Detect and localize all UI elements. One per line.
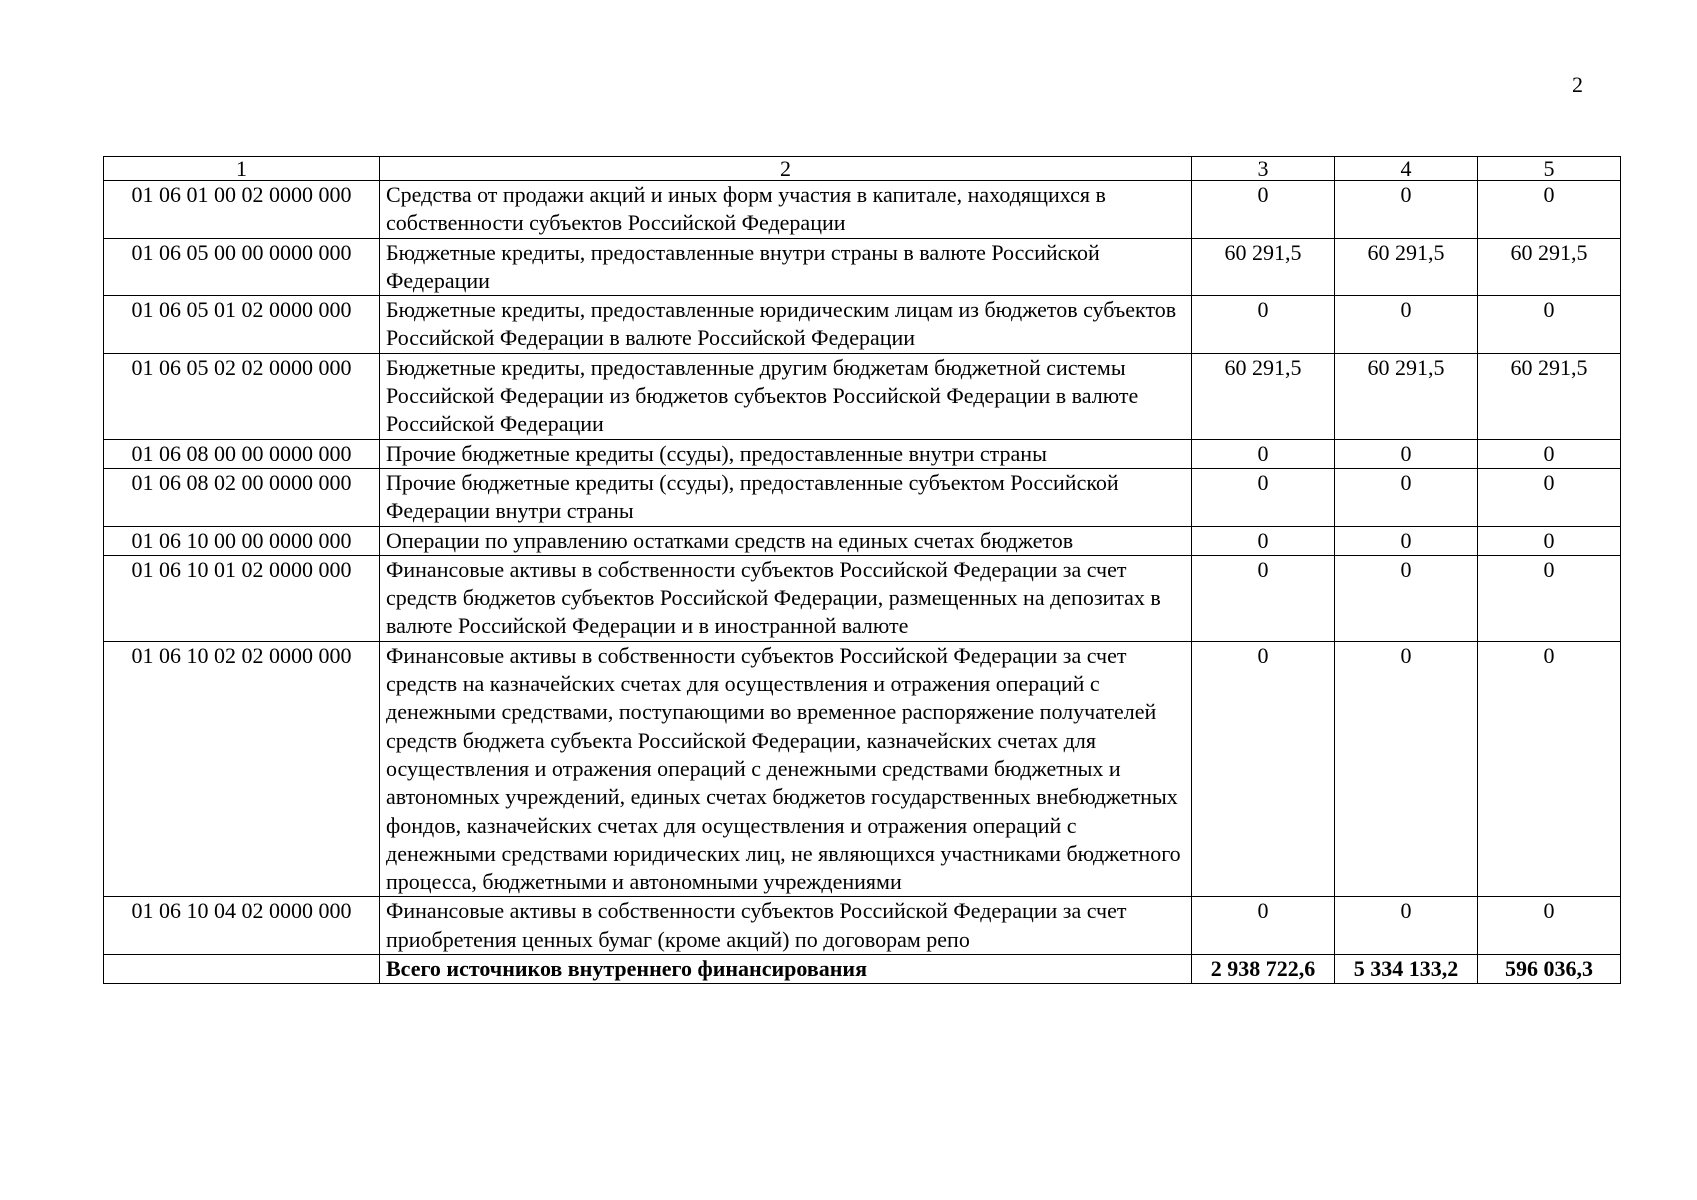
source-name: Бюджетные кредиты, предоставленные другим бюджетам бюджетной системы Российской Федерации из бюджетов субъектов Российской Федерации в валюте Российской Федерации: [380, 353, 1192, 439]
budget-code: 01 06 08 02 00 0000 000: [104, 468, 380, 526]
value-col-3: 0: [1192, 641, 1335, 897]
value-col-5: 0: [1478, 555, 1621, 641]
total-row: [104, 955, 1621, 984]
value-col-3: 0: [1192, 296, 1335, 354]
value-col-4: 0: [1335, 296, 1478, 354]
value-col-4: 0: [1335, 439, 1478, 468]
source-name: Прочие бюджетные кредиты (ссуды), предоставленные внутри страны: [380, 439, 1192, 468]
total-col-4: 5 334 133,2: [1335, 955, 1478, 984]
table-row: [104, 238, 1621, 296]
value-col-3: 0: [1192, 555, 1335, 641]
source-name: Финансовые активы в собственности субъектов Российской Федерации за счет приобретения ценных бумаг (кроме акций) по договорам репо: [380, 897, 1192, 955]
column-number-5: 5: [1478, 157, 1621, 181]
budget-code: 01 06 10 02 02 0000 000: [104, 641, 380, 897]
column-number-row: [104, 157, 1621, 181]
value-col-3: 60 291,5: [1192, 353, 1335, 439]
value-col-5: 0: [1478, 468, 1621, 526]
value-col-3: 0: [1192, 468, 1335, 526]
source-name: Финансовые активы в собственности субъектов Российской Федерации за счет средств на казначейских счетах для осуществления и отражения операций с денежными средствами, поступающими во временное распоряжение получателей средств бюджета субъекта Российской Федерации, казначейских счетах для осуществления и отражения операций с денежными средствами бюджетных и автономных учреждений, единых счетах бюджетов государственных внебюджетных фондов, казначейских счетах для осуществления и отражения операций с денежными средствами юридических лиц, не являющихся участниками бюджетного процесса, бюджетными и автономными учреждениями: [380, 641, 1192, 897]
value-col-3: 60 291,5: [1192, 238, 1335, 296]
source-name: Средства от продажи акций и иных форм участия в капитале, находящихся в собственности субъектов Российской Федерации: [380, 181, 1192, 239]
value-col-4: 0: [1335, 555, 1478, 641]
value-col-4: 60 291,5: [1335, 353, 1478, 439]
source-name: Бюджетные кредиты, предоставленные внутри страны в валюте Российской Федерации: [380, 238, 1192, 296]
value-col-5: 60 291,5: [1478, 353, 1621, 439]
budget-code: 01 06 01 00 02 0000 000: [104, 181, 380, 239]
table-row: [104, 353, 1621, 439]
table-row: [104, 897, 1621, 955]
source-name: Операции по управлению остатками средств на единых счетах бюджетов: [380, 526, 1192, 555]
total-code: [104, 955, 380, 984]
budget-code: 01 06 05 02 02 0000 000: [104, 353, 380, 439]
value-col-5: 0: [1478, 641, 1621, 897]
total-col-3: 2 938 722,6: [1192, 955, 1335, 984]
value-col-5: 0: [1478, 181, 1621, 239]
table-row: [104, 468, 1621, 526]
value-col-4: 0: [1335, 181, 1478, 239]
value-col-5: 0: [1478, 296, 1621, 354]
table-row: [104, 439, 1621, 468]
table-row: [104, 641, 1621, 897]
source-name: Прочие бюджетные кредиты (ссуды), предоставленные субъектом Российской Федерации внутри страны: [380, 468, 1192, 526]
budget-code: 01 06 10 00 00 0000 000: [104, 526, 380, 555]
value-col-4: 0: [1335, 468, 1478, 526]
table-row: [104, 526, 1621, 555]
value-col-4: 0: [1335, 526, 1478, 555]
budget-code: 01 06 10 04 02 0000 000: [104, 897, 380, 955]
value-col-5: 0: [1478, 897, 1621, 955]
budget-code: 01 06 10 01 02 0000 000: [104, 555, 380, 641]
budget-code: 01 06 08 00 00 0000 000: [104, 439, 380, 468]
value-col-3: 0: [1192, 439, 1335, 468]
table-row: [104, 296, 1621, 354]
value-col-3: 0: [1192, 526, 1335, 555]
table-row: [104, 181, 1621, 239]
value-col-5: 0: [1478, 439, 1621, 468]
value-col-5: 60 291,5: [1478, 238, 1621, 296]
table-row: [104, 555, 1621, 641]
value-col-4: 60 291,5: [1335, 238, 1478, 296]
source-name: Финансовые активы в собственности субъектов Российской Федерации за счет средств бюджетов субъектов Российской Федерации, размещенных на депозитах в валюте Российской Федерации и в иностранной валюте: [380, 555, 1192, 641]
total-label: Всего источников внутреннего финансирования: [380, 955, 1192, 984]
value-col-4: 0: [1335, 641, 1478, 897]
total-col-5: 596 036,3: [1478, 955, 1621, 984]
budget-code: 01 06 05 00 00 0000 000: [104, 238, 380, 296]
page-number: 2: [1572, 72, 1583, 97]
value-col-3: 0: [1192, 181, 1335, 239]
column-number-1: 1: [104, 157, 380, 181]
source-name: Бюджетные кредиты, предоставленные юридическим лицам из бюджетов субъектов Российской Федерации в валюте Российской Федерации: [380, 296, 1192, 354]
budget-code: 01 06 05 01 02 0000 000: [104, 296, 380, 354]
value-col-4: 0: [1335, 897, 1478, 955]
column-number-4: 4: [1335, 157, 1478, 181]
column-number-3: 3: [1192, 157, 1335, 181]
value-col-3: 0: [1192, 897, 1335, 955]
financing-sources-table: [103, 156, 1621, 984]
value-col-5: 0: [1478, 526, 1621, 555]
column-number-2: 2: [380, 157, 1192, 181]
